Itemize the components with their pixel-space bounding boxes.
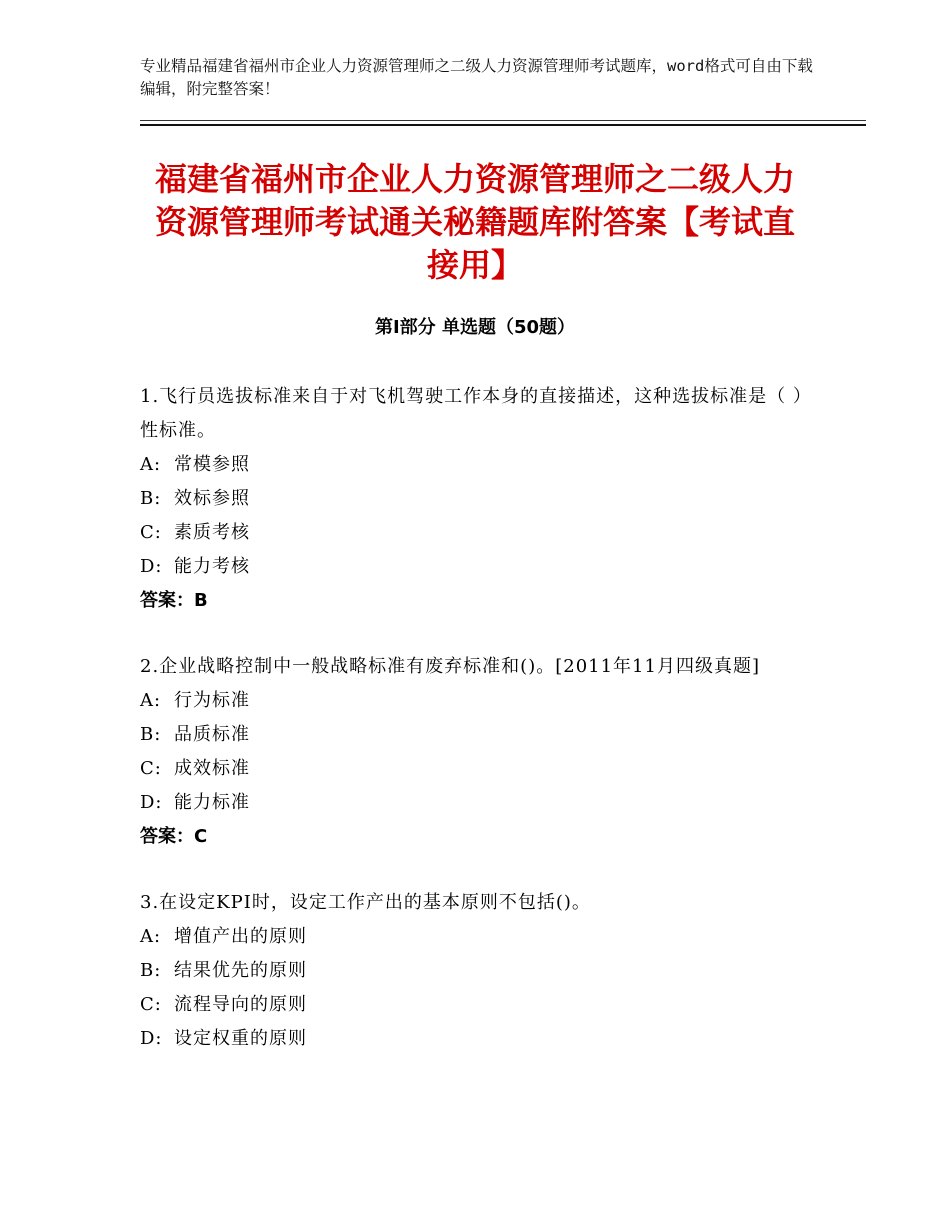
answer-line — [140, 820, 820, 854]
option-b — [140, 954, 820, 988]
option-text: 成效标准 — [174, 758, 250, 779]
option-letter: C: — [140, 522, 162, 543]
option-letter: A: — [140, 926, 162, 947]
option-text: 能力考核 — [174, 556, 250, 577]
option-a — [140, 920, 820, 954]
question-2 — [140, 650, 820, 854]
answer-value: C — [194, 826, 208, 847]
option-letter: D: — [140, 556, 163, 577]
option-letter: A: — [140, 454, 162, 475]
option-text: 结果优先的原则 — [174, 960, 307, 981]
option-letter: D: — [140, 792, 163, 813]
question-1 — [140, 380, 820, 618]
option-letter: C: — [140, 994, 162, 1015]
option-c — [140, 516, 820, 550]
option-text: 流程导向的原则 — [174, 994, 307, 1015]
option-d — [140, 786, 820, 820]
option-b — [140, 482, 820, 516]
header-divider-thin — [140, 120, 866, 121]
option-text: 能力标准 — [174, 792, 250, 813]
option-letter: B: — [140, 724, 162, 745]
answer-label: 答案： — [140, 826, 194, 847]
option-a — [140, 684, 820, 718]
header-note: 专业精品福建省福州市企业人力资源管理师之二级人力资源管理师考试题库，word格式可自由下载编辑，附完整答案！ — [140, 57, 813, 98]
option-text: 增值产出的原则 — [174, 926, 307, 947]
option-c — [140, 988, 820, 1022]
option-text: 素质考核 — [174, 522, 250, 543]
option-letter: B: — [140, 488, 162, 509]
option-text: 行为标准 — [174, 690, 250, 711]
option-d — [140, 550, 820, 584]
section-heading: 第Ⅰ部分 单选题（50题） — [374, 317, 575, 338]
answer-label: 答案： — [140, 590, 194, 611]
header-divider-thick — [140, 124, 866, 126]
question-text: 1.飞行员选拔标准来自于对飞机驾驶工作本身的直接描述，这种选拔标准是（ ）性标准。 — [140, 386, 812, 441]
option-text: 设定权重的原则 — [174, 1028, 307, 1049]
option-text: 常模参照 — [174, 454, 250, 475]
option-c — [140, 752, 820, 786]
option-text: 效标参照 — [174, 488, 250, 509]
question-3 — [140, 886, 820, 1056]
question-list — [140, 380, 820, 1056]
option-letter: A: — [140, 690, 162, 711]
answer-line — [140, 584, 820, 618]
option-text: 品质标准 — [174, 724, 250, 745]
option-b — [140, 718, 820, 752]
document-title: 福建省福州市企业人力资源管理师之二级人力资源管理师考试通关秘籍题库附答案【考试直接用】 — [154, 160, 795, 284]
option-letter: D: — [140, 1028, 163, 1049]
option-letter: C: — [140, 758, 162, 779]
option-a — [140, 448, 820, 482]
answer-value: B — [194, 590, 208, 611]
option-letter: B: — [140, 960, 162, 981]
question-text: 3.在设定KPI时，设定工作产出的基本原则不包括()。 — [140, 892, 591, 913]
option-d — [140, 1022, 820, 1056]
question-text: 2.企业战略控制中一般战略标准有废弃标准和()。[2011年11月四级真题] — [140, 656, 760, 677]
